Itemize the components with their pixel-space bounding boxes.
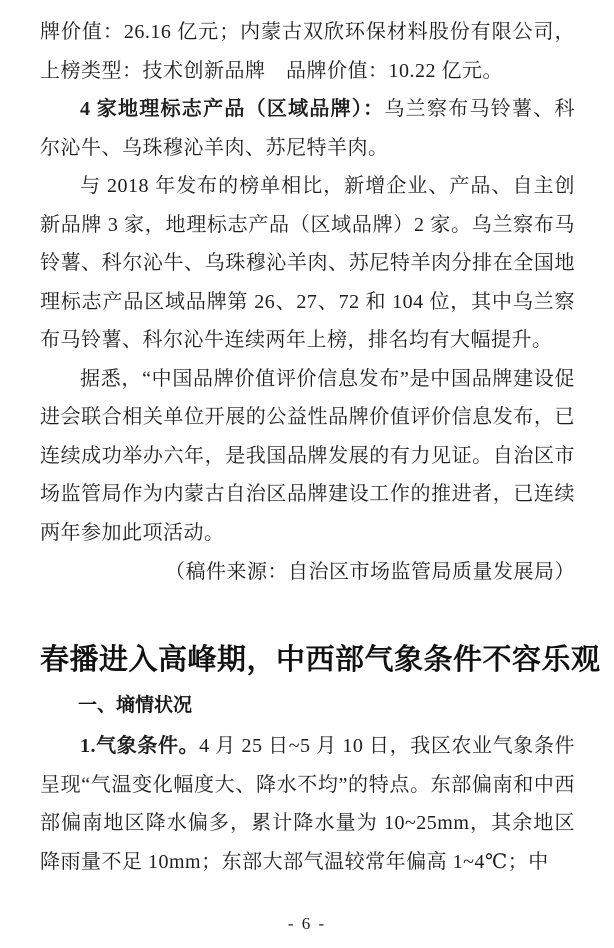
paragraph-geo-products: [40, 90, 575, 167]
paragraph-comparison-2018: 与 2018 年发布的榜单相比，新增企业、产品、自主创新品牌 3 家，地理标志产品（区域品牌）2 家。乌兰察布马铃薯、科尔沁牛、乌珠穆沁羊肉、苏尼特羊肉分排在全国地理标志产品区域品牌第 26、27、72 和 104 位，其中乌兰察布马铃薯、科尔沁牛连续两年上榜，排名均有大幅提升。: [40, 175, 575, 351]
geo-products-list: 乌兰察布马铃薯、科尔沁牛、乌珠穆沁羊肉、苏尼特羊肉。: [40, 98, 576, 159]
weather-conditions-lead-bold: 1.气象条件。: [80, 735, 200, 757]
page-number: - 6 -: [287, 914, 327, 933]
paragraph-brand-continuation: 牌价值：26.16 亿元；内蒙古双欣环保材料股份有限公司，上榜类型：技术创新品牌 品牌价值：10.22 亿元。: [40, 21, 575, 82]
source-attribution: （稿件来源：自治区市场监管局质量发展局）: [165, 561, 575, 583]
article-title-spring-planting: 春播进入高峰期，中西部气象条件不容乐观: [40, 643, 601, 676]
section-heading-soil-moisture: 一、墒情状况: [78, 694, 193, 716]
weather-conditions-text: 4 月 25 日~5 月 10 日，我区农业气象条件呈现“气温变化幅度大、降水不均”的特点。东部偏南和中西部偏南地区降水偏多，累计降水量为 10~25mm，其余地区降雨量不足 10mm；东部大部气温较常年偏高 1~4℃；中: [40, 735, 575, 873]
paragraph-weather-conditions: [40, 727, 575, 881]
paragraph-event-background: 据悉，“中国品牌价值评价信息发布”是中国品牌建设促进会联合相关单位开展的公益性品牌价值评价信息发布，已连续成功举办六年，是我国品牌发展的有力见证。自治区市场监管局作为内蒙古自治区品牌建设工作的推进者，已连续两年参加此项活动。: [40, 367, 575, 544]
geo-products-lead-bold: 4 家地理标志产品（区域品牌）：: [80, 98, 385, 120]
